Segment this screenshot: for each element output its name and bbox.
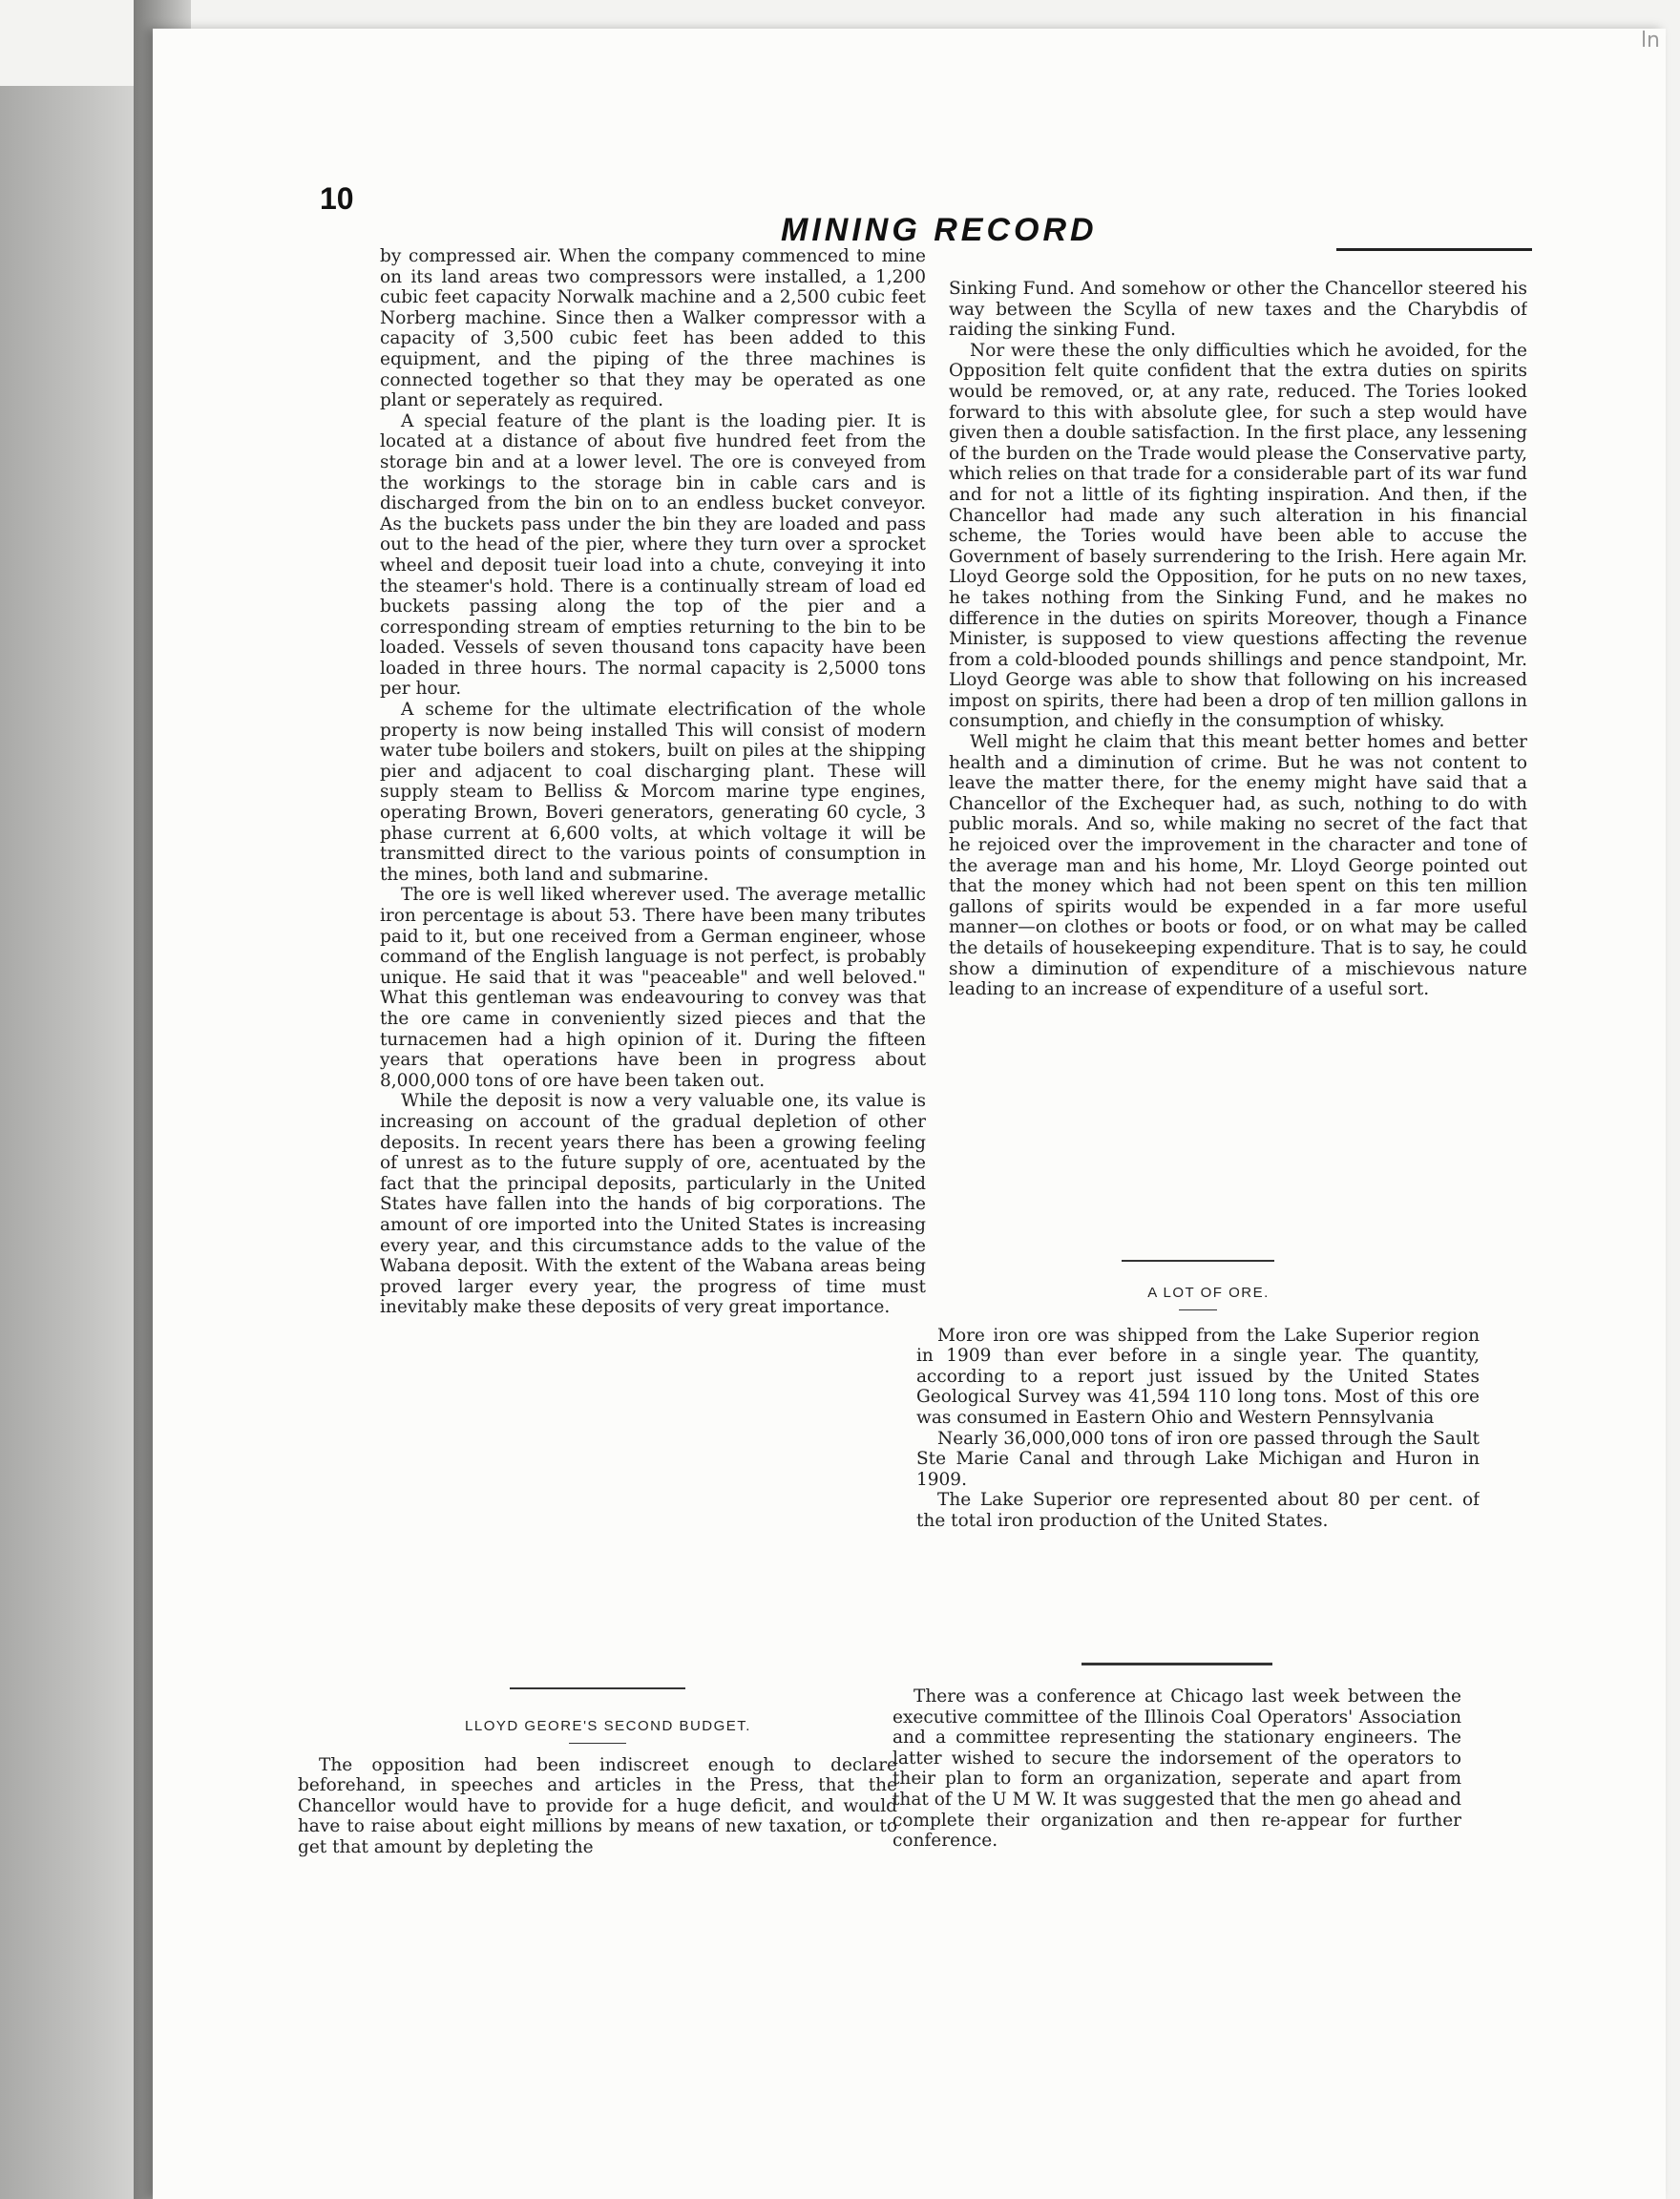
budget-heading: LLOYD GEORE'S SECOND BUDGET. (465, 1718, 751, 1734)
conference-paragraph-1: There was a conference at Chicago last week between the executive committee of the Illinois Coal Operators' Association and a committee representing the stationary engineers. The latter wished to secure the indorsement of the operators to their plan to form an organization, seperate and apart from that of the U M W. It was suggested that the men go ahead and complete their organization and then re-appear for further conference. (892, 1686, 1461, 1852)
budget-heading-rule (569, 1743, 626, 1744)
masthead-title: MINING RECORD (781, 212, 1098, 248)
left-paragraph-2: A special feature of the plant is the loading pier. It is located at a distance of about five hundred feet from the storage bin and at a lower level. The ore is conveyed from the workings to the storage bin in cable cars and is discharged from the bin on to an endless bucket conveyor. As the buckets pass under the bin they are loaded and pass out to the head of the pier, where they turn over a sprocket wheel and deposit tueir load into a chute, conveying it into the steamer's hold. There is a continually stream of load ed buckets passing along the top of the pier and a corresponding stream of empties returning to the bin to be loaded. Vessels of seven thousand tons capacity have been loaded in three hours. The normal capacity is 2,5000 tons per hour. (380, 410, 926, 700)
ore-heading: A LOT OF ORE. (1147, 1285, 1270, 1301)
conference-article (892, 1663, 1461, 1949)
conference-divider (1082, 1663, 1272, 1665)
left-paragraph-5: While the deposit is now a very valuable one, its value is increasing on account of the gradual depletion of other deposits. In recent years there has been a growing feeling of unrest as to the future supply of ore, acentuated by the fact that the principal deposits, particularly in the United States have fallen into the hands of big corporations. The amount of ore imported into the United States is increasing every year, and this circumstance adds to the value of the Wabana deposit. With the extent of the Wabana areas being proved larger every year, the progress of time must inevitably make these deposits of very great importance. (380, 1091, 926, 1318)
left-paragraph-3: A scheme for the ultimate electrification of the whole property is now being installed This will consist of modern water tube boilers and stokers, built on piles at the shipping pier and adjacent to coal discharging plant. These will supply steam to Belliss & Morcom marine type engines, operating Brown, Boveri generators, generating 60 cycle, 3 phase current at 6,600 volts, at which voltage it will be transmitted direct to the various points of consumption in the mines, both land and submarine. (380, 700, 926, 885)
budget-article (298, 1687, 897, 1878)
left-paragraph-4: The ore is well liked wherever used. The average metallic iron percentage is about 53. There have been many tributes paid to it, but one received from a German engineer, whose command of the English language is not perfect, is probably unique. He said that it was "peaceable" and well beloved." What this gentleman was endeavouring to convey was that the ore came in conveniently sized pieces and that the turnacemen had a high opinion of it. During the fifteen years that operations have been in progress about 8,000,000 tons of ore have been taken out. (380, 885, 926, 1091)
right-column (949, 279, 1527, 1262)
book-binding (0, 86, 153, 2199)
masthead-rule (1336, 248, 1532, 251)
right-paragraph-3: Well might he claim that this meant better homes and better health and a diminution of crime. But he was not content to leave the matter there, for the enemy might have said that a Chancellor of the Exchequer had, as such, nothing to do with public morals. And so, while making no secret of the fact that he rejoiced over the improvement in the character and tone of the average man and his home, Mr. Lloyd George pointed out that the money which had not been spent on this ten million gallons of spirits would be expended in a far more useful manner—on clothes or boots or food, or on what may be called the details of housekeeping expenditure. That is to say, he could show a diminution of expenditure of a mischievous nature leading to an increase of expenditure of a useful sort. (949, 732, 1527, 1000)
right-paragraph-1: Sinking Fund. And somehow or other the Chancellor steered his way between the Scylla of new taxes and the Charybdis of raiding the sinking Fund. (949, 279, 1527, 341)
page-number: 10 (320, 181, 354, 216)
right-paragraph-2: Nor were these the only difficulties which he avoided, for the Opposition felt quite confident that the extra duties on spirits would be removed, or, at any rate, reduced. The Tories looked forward to this with absolute glee, for such a step would have given then a double satisfaction. In the first place, any lessening of the burden on the Trade would please the Conservative party, which relies on that trade for a considerable part of its war fund and for not a little of its fighting inspiration. And then, if the Chancellor had made any such alteration in his financial scheme, the Tories would have been able to accuse the Government of basely surrendering to the Irish. Here again Mr. Lloyd George sold the Opposition, for he puts on no new taxes, he takes nothing from the Sinking Fund, and he makes no difference in the duties on spirits Moreover, though a Finance Minister, is supposed to view questions affecting the revenue from a cold-blooded pounds shillings and pence standpoint, Mr. Lloyd George was able to show that following on his increased impost on spirits, there had been a drop of ten million gallons in consumption, and chiefly in the consumption of whisky. (949, 340, 1527, 732)
edge-mark: ln (1640, 29, 1660, 52)
ore-divider (1122, 1260, 1274, 1262)
budget-divider (510, 1687, 685, 1689)
ore-heading-rule (1179, 1309, 1217, 1310)
ore-paragraph-2: Nearly 36,000,000 tons of iron ore passed through the Sault Ste Marie Canal and through Lake Michigan and Huron in 1909. (916, 1428, 1480, 1490)
ore-paragraph-1: More iron ore was shipped from the Lake Superior region in 1909 than ever before in a single year. The quantity, according to a report just issued by the United States Geological Survey was 41,594 110 long tons. Most of this ore was consumed in Eastern Ohio and Western Pennsylvania (916, 1325, 1480, 1428)
ore-paragraph-3: The Lake Superior ore represented about 80 per cent. of the total iron production of the United States. (916, 1490, 1480, 1531)
left-paragraph-1: by compressed air. When the company commenced to mine on its land areas two compressors were installed, a 1,200 cubic feet capacity Norwalk machine and a 2,500 cubic feet Norberg machine. Since then a Walker compressor with a capacity of 3,500 cubic feet has been added to this equipment, and the piping of the three machines is connected together so that they may be operated as one plant or seperately as required. (380, 246, 926, 411)
budget-paragraph-1: The opposition had been indiscreet enough to declare beforehand, in speeches and articles in the Press, that the Chancellor would have to provide for a huge deficit, and would have to raise about eight millions by means of new taxation, or to get that amount by depleting the (298, 1754, 897, 1857)
left-column (380, 246, 926, 1668)
ore-article (916, 1260, 1480, 1661)
